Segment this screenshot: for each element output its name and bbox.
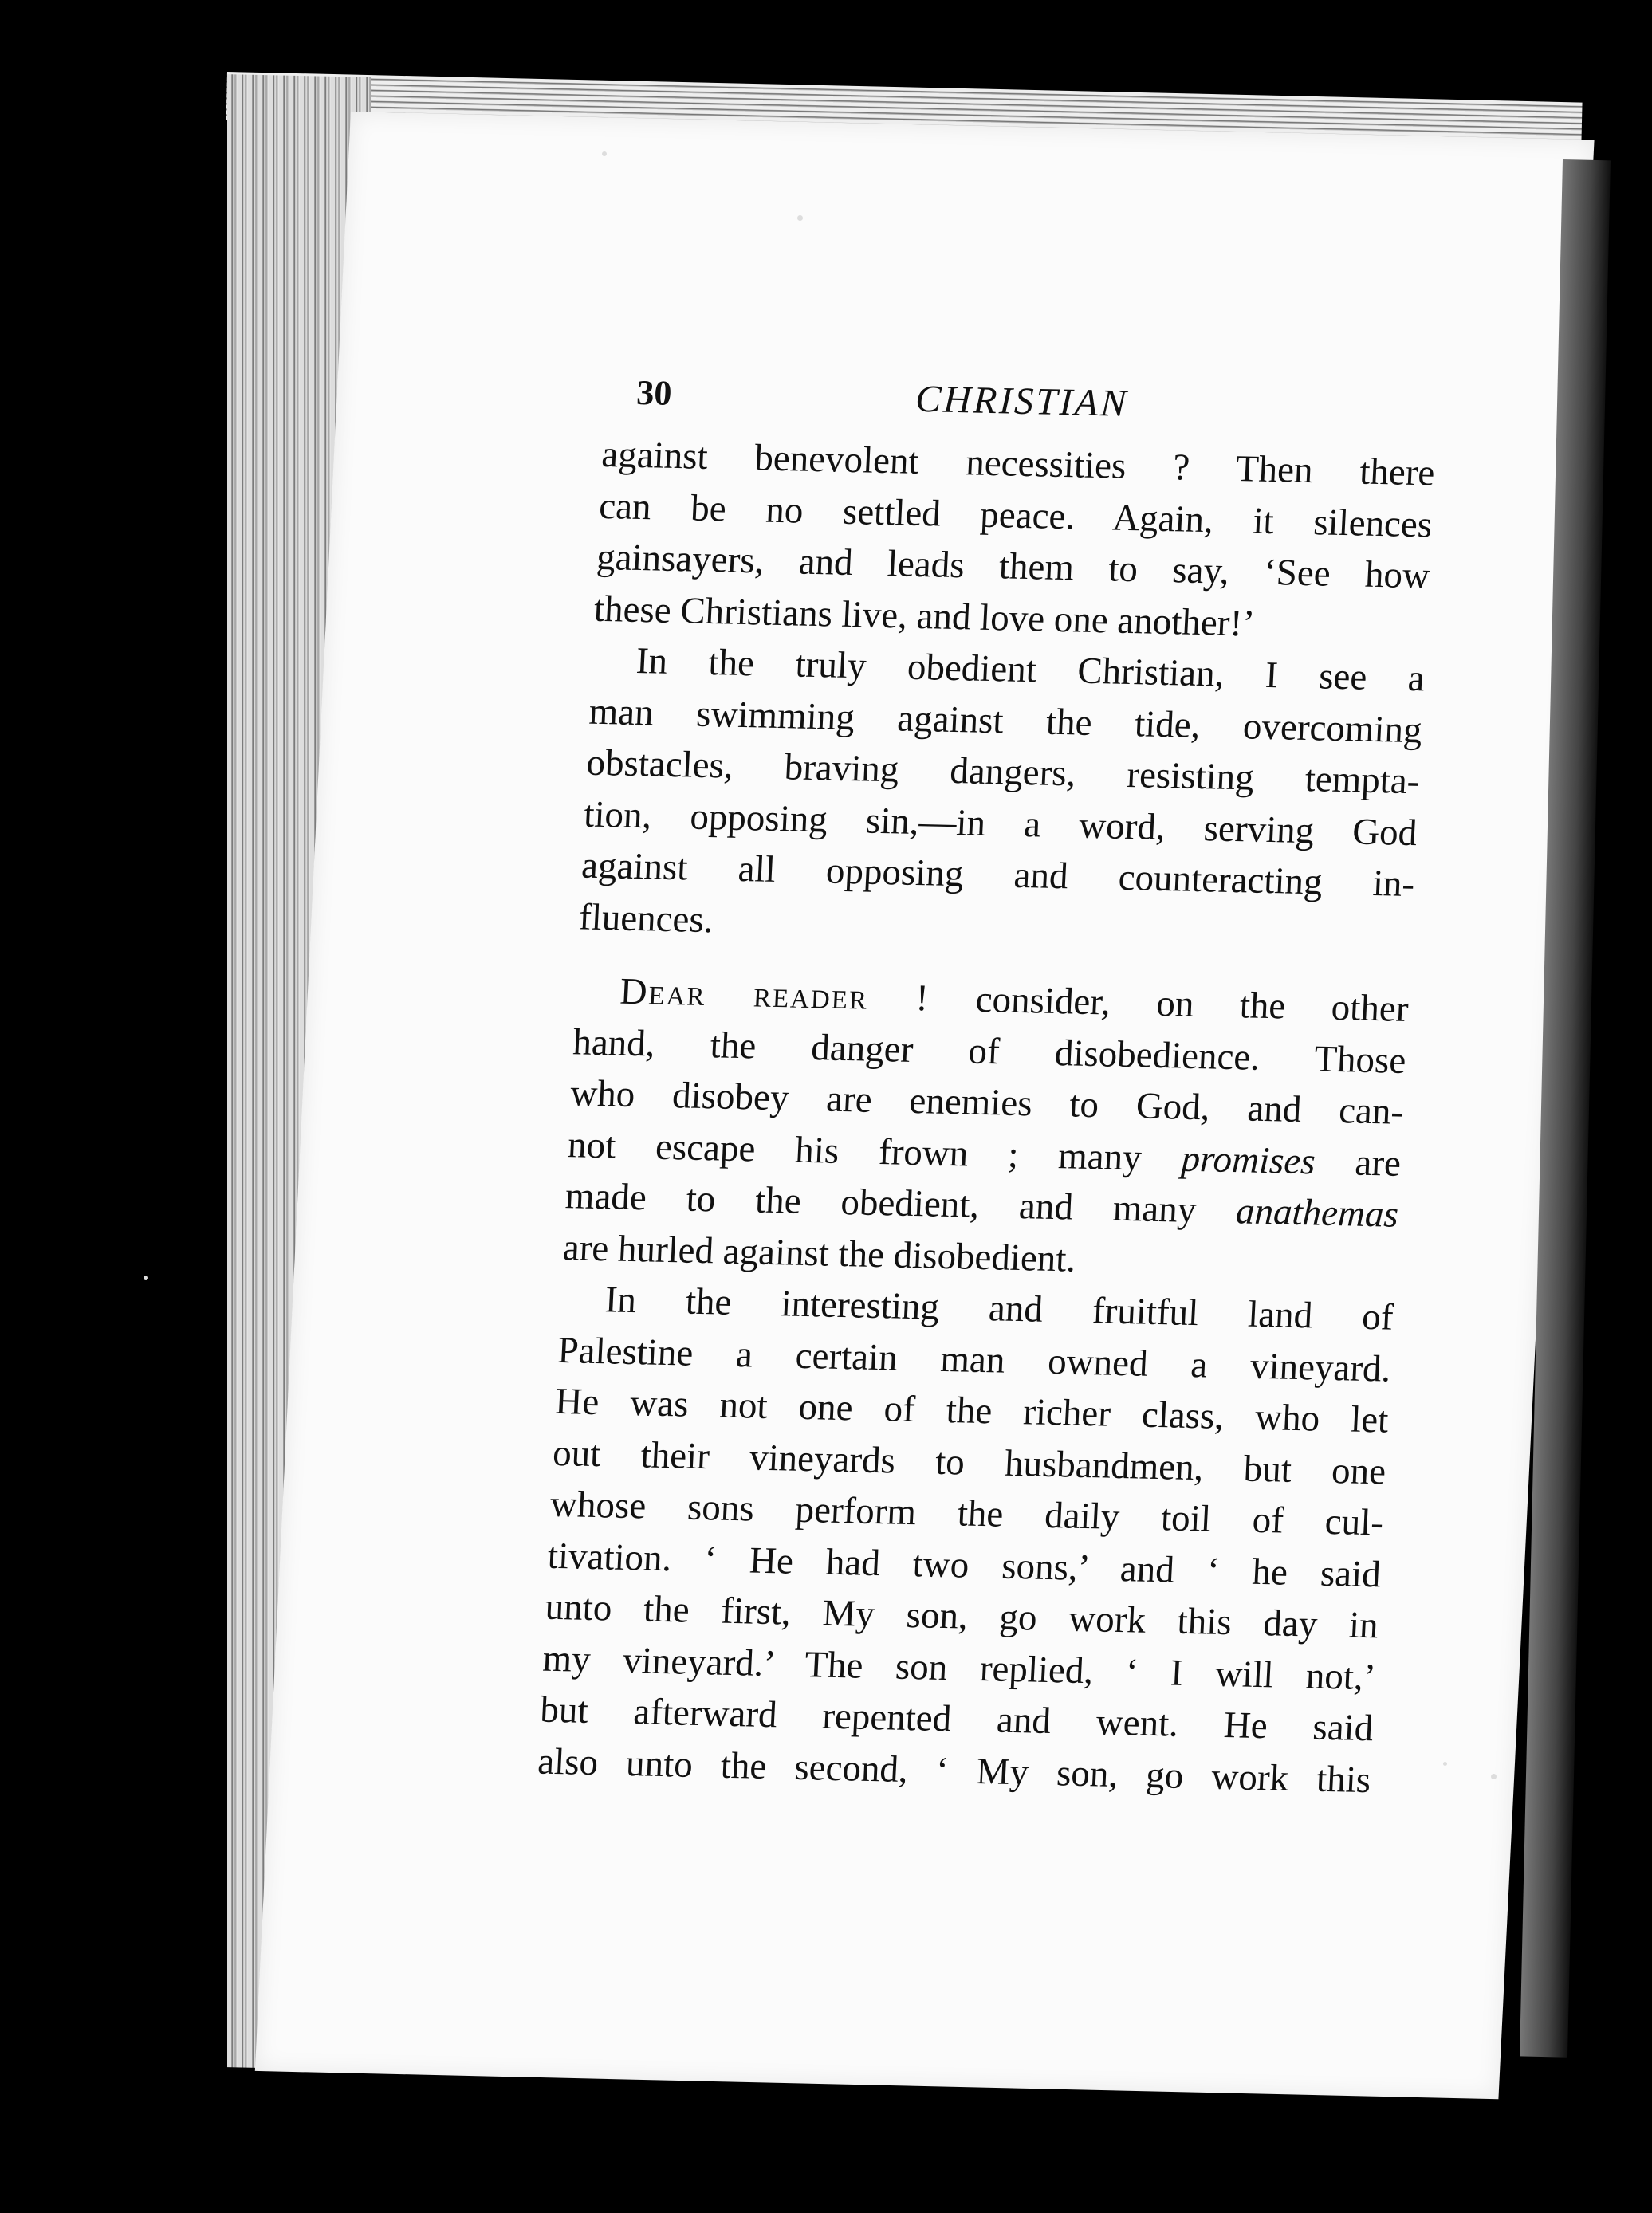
text-line: In the truly obedient Christian, I see a [635, 639, 1426, 700]
running-head: CHRISTIAN [914, 377, 1130, 425]
text-line: In the interesting and fruitful land of [604, 1279, 1394, 1338]
dust-speck [144, 1276, 148, 1280]
paragraph-2 [578, 635, 1426, 961]
text-line: can be no settled peace. Again, it silences [598, 485, 1434, 546]
text-line: Palestine a certain man owned a vineyard. [557, 1329, 1392, 1390]
dust-speck [1443, 1762, 1447, 1766]
paragraph-3 [561, 965, 1410, 1291]
page-number: 30 [635, 372, 673, 413]
text-line: my vineyard.’ The son replied, ‘ I will not,’ [541, 1637, 1377, 1698]
text-line: are hurled against the disobedient. [561, 1226, 1077, 1280]
paragraph-4 [537, 1273, 1394, 1806]
dust-speck [602, 151, 607, 156]
text-line: fluences. [577, 895, 714, 941]
paragraph-1 [593, 429, 1436, 653]
text-line: also unto the second, ‘ My son, go work this [537, 1740, 1372, 1801]
dust-speck [797, 215, 803, 221]
text-line: but afterward repented and went. He said [539, 1688, 1375, 1750]
italic-word: promises [1180, 1138, 1316, 1182]
text-line: against all opposing and counteracting in- [580, 844, 1416, 906]
text-line: out their vineyards to husbandmen, but one [552, 1432, 1387, 1493]
text-line: tivation. ‘ He had two sons,’ and ‘ he said [546, 1535, 1383, 1595]
text-fragment: consider, on the other [929, 977, 1410, 1031]
text-line: He was not one of the richer class, who let [554, 1380, 1390, 1441]
text-fragment: are [1314, 1140, 1402, 1185]
text-line: tion, opposing sin,—in a word, serving God [583, 793, 1418, 854]
text-line: unto the first, My son, go work this day in [544, 1586, 1379, 1647]
dust-speck [1491, 1774, 1497, 1779]
text-fragment: made to the obedient, and many [564, 1175, 1198, 1232]
text-line: man swimming against the tide, overcoming [588, 690, 1423, 751]
text-line: whose sons perform the daily toil of cul- [549, 1483, 1385, 1544]
text-block [537, 367, 1439, 1806]
text-line: against benevolent necessities ? Then there [600, 433, 1436, 494]
text-line: these Christians live, and love one another!’ [592, 588, 1257, 645]
italic-word: anathemas [1234, 1190, 1400, 1236]
text-line: who disobey are enemies to God, and can- [569, 1072, 1405, 1133]
text-line: hand, the danger of disobedience. Those [572, 1020, 1407, 1082]
text-line: obstacles, braving dangers, resisting tempta- [585, 741, 1421, 803]
text-line: gainsayers, and leads them to say, ‘See how [596, 536, 1431, 597]
small-caps-lead: Dear reader ! [619, 970, 931, 1020]
text-fragment: not escape his frown ; many [567, 1123, 1143, 1178]
